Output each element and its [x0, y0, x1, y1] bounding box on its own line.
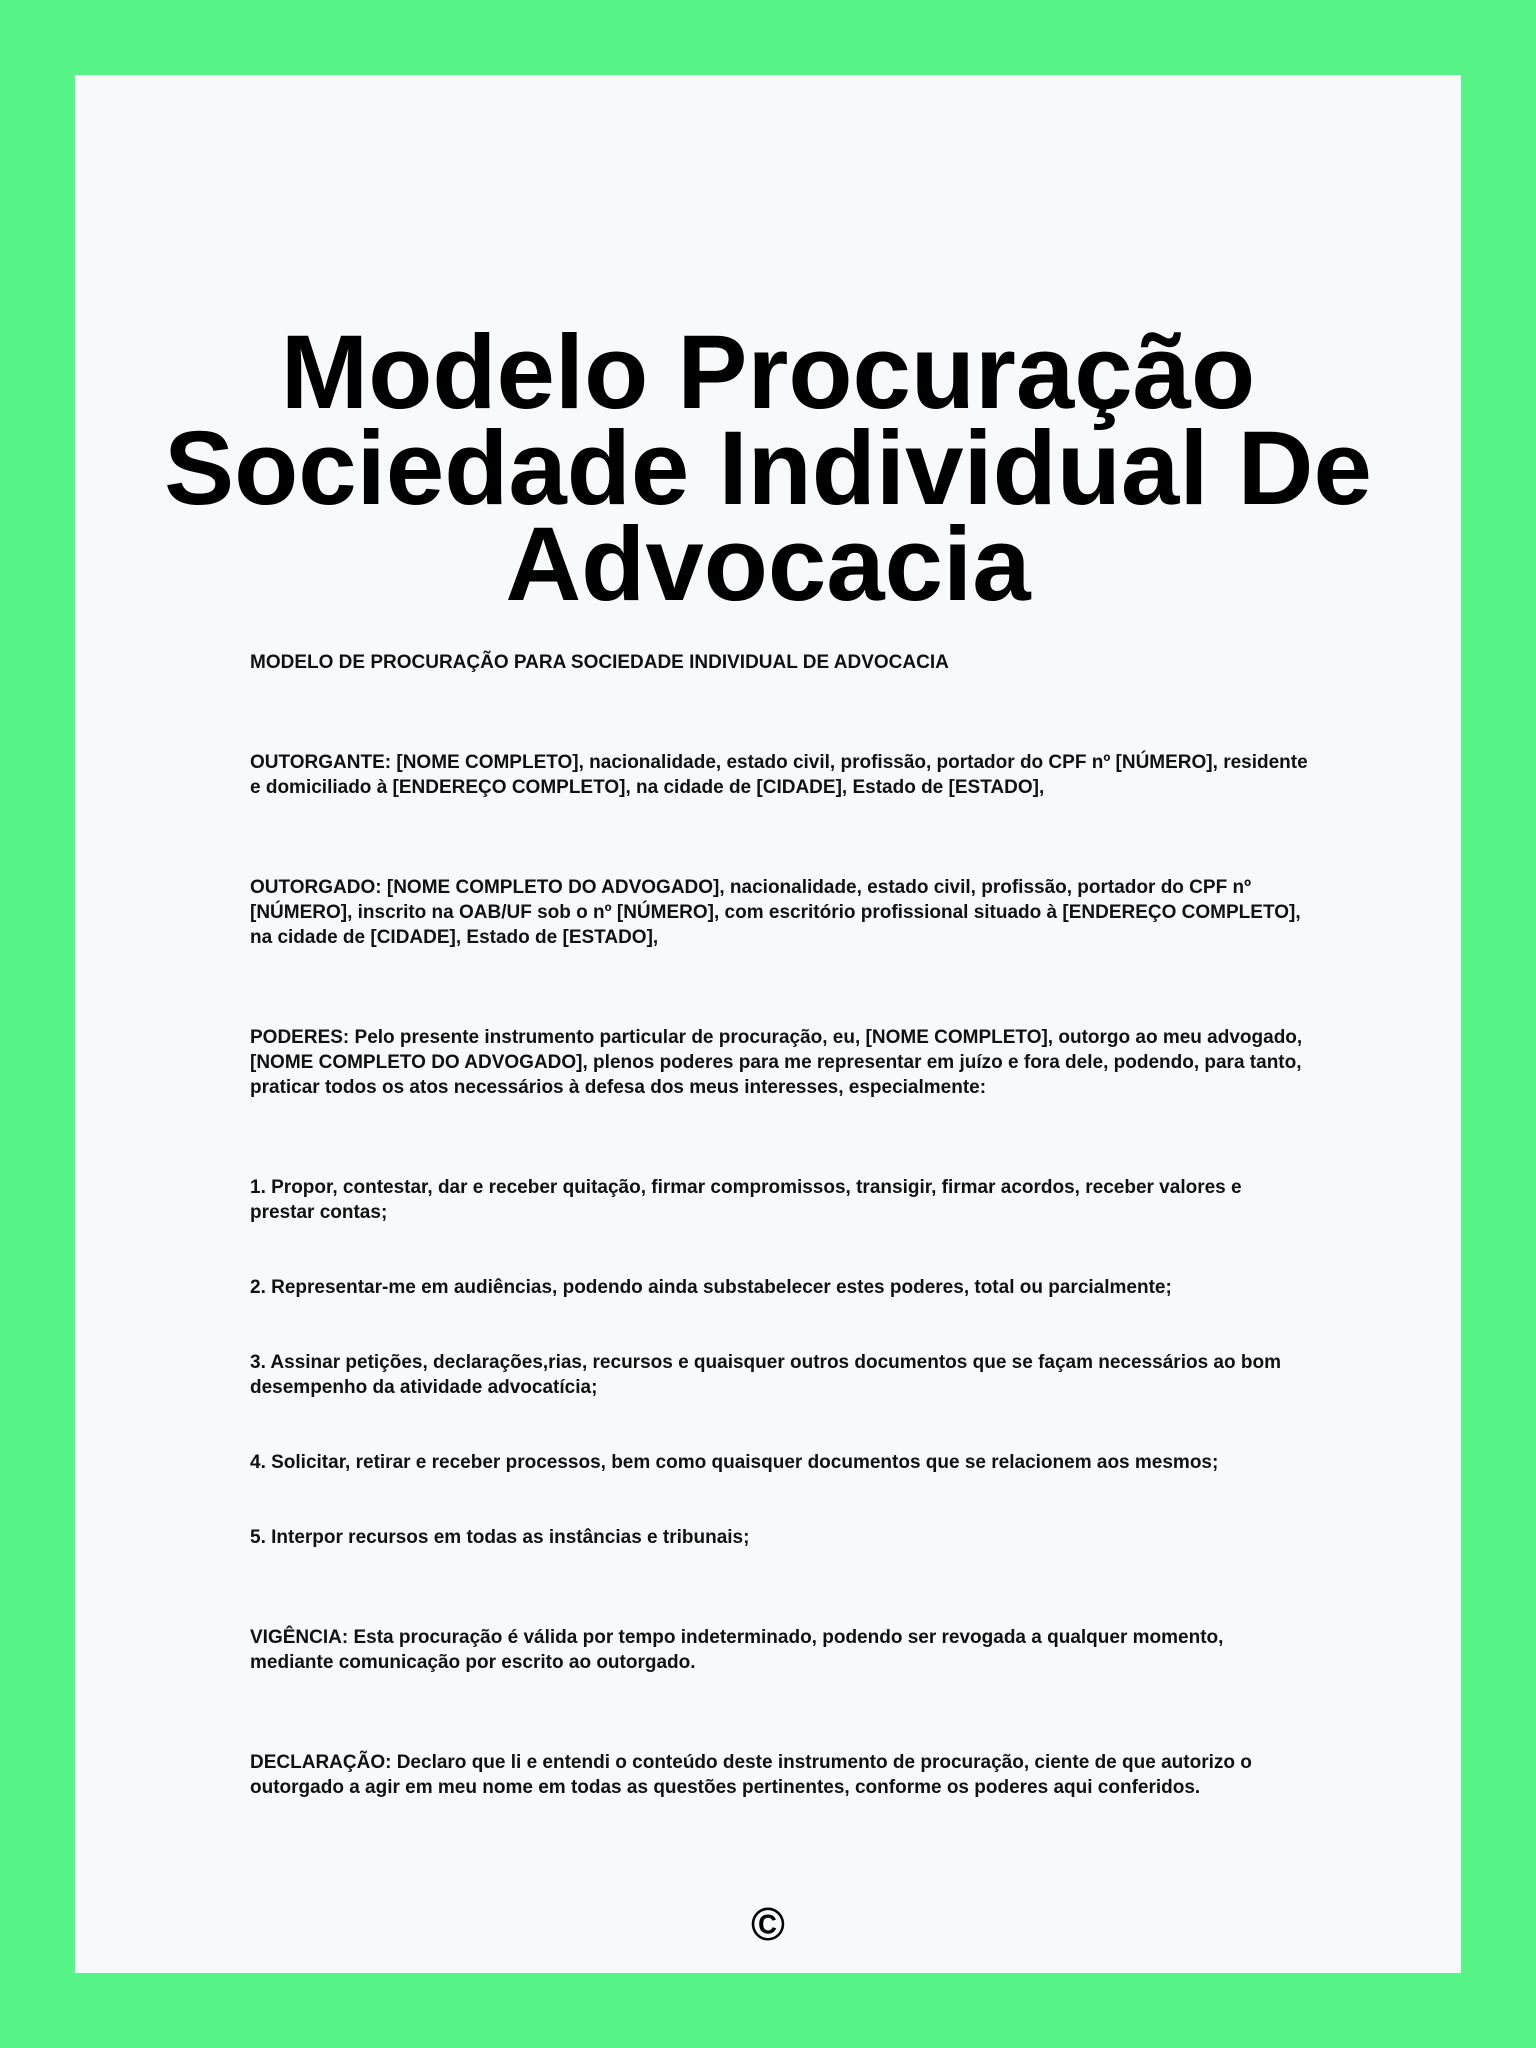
list-item-4: 4. Solicitar, retirar e receber processos, bem como quaisquer documentos que se relacionem aos mesmos;	[250, 1452, 1219, 1473]
page-title	[75, 314, 1461, 623]
outorgante-paragraph: OUTORGANTE: [NOME COMPLETO], nacionalidade, estado civil, profissão, portador do CPF nº [NÚMERO], residente e domiciliado à [ENDEREÇO COMPLETO], na cidade de [CIDADE], Estado de [ESTADO],	[250, 752, 1308, 798]
vigencia-paragraph: VIGÊNCIA: Esta procuração é válida por tempo indeterminado, podendo ser revogada a qualquer momento, mediante comunicação por escrito ao outorgado.	[250, 1627, 1224, 1673]
outorgado-paragraph: OUTORGADO: [NOME COMPLETO DO ADVOGADO], nacionalidade, estado civil, profissão, portador do CPF nº [NÚMERO], inscrito na OAB/UF sob o nº [NÚMERO], com escritório profissional situado à [ENDEREÇO COMPLETO], na cidade de [CIDADE], Estado de [ESTADO],	[250, 877, 1301, 948]
list-item-3: 3. Assinar petições, declarações,rias, recursos e quaisquer outros documentos que se façam necessários ao bom desempenho da atividade advocatícia;	[250, 1352, 1281, 1398]
document-heading: MODELO DE PROCURAÇÃO PARA SOCIEDADE INDIVIDUAL DE ADVOCACIA	[250, 652, 949, 673]
list-item-5: 5. Interpor recursos em todas as instâncias e tribunais;	[250, 1527, 750, 1548]
declaracao-paragraph: DECLARAÇÃO: Declaro que li e entendi o conteúdo deste instrumento de procuração, ciente de que autorizo o outorgado a agir em meu nome em todas as questões pertinentes, conforme os poderes aqui conferidos.	[250, 1752, 1252, 1798]
copyright-icon: ©	[751, 1898, 785, 1950]
title-line-1: Modelo Procuração	[280, 314, 1256, 431]
title-line-2: Sociedade Individual De	[164, 410, 1372, 527]
poderes-paragraph: PODERES: Pelo presente instrumento particular de procuração, eu, [NOME COMPLETO], outorgo ao meu advogado, [NOME COMPLETO DO ADVOGADO], plenos poderes para me representar em juízo e fora dele, podendo, para tanto, praticar todos os atos necessários à defesa dos meus interesses, especialmente:	[250, 1027, 1303, 1098]
list-item-2: 2. Representar-me em audiências, podendo ainda substabelecer estes poderes, total ou parcialmente;	[250, 1277, 1172, 1298]
title-line-3: Advocacia	[505, 506, 1031, 623]
list-item-1: 1. Propor, contestar, dar e receber quitação, firmar compromissos, transigir, firmar acordos, receber valores e prestar contas;	[250, 1177, 1242, 1223]
document-page	[75, 75, 1461, 1973]
